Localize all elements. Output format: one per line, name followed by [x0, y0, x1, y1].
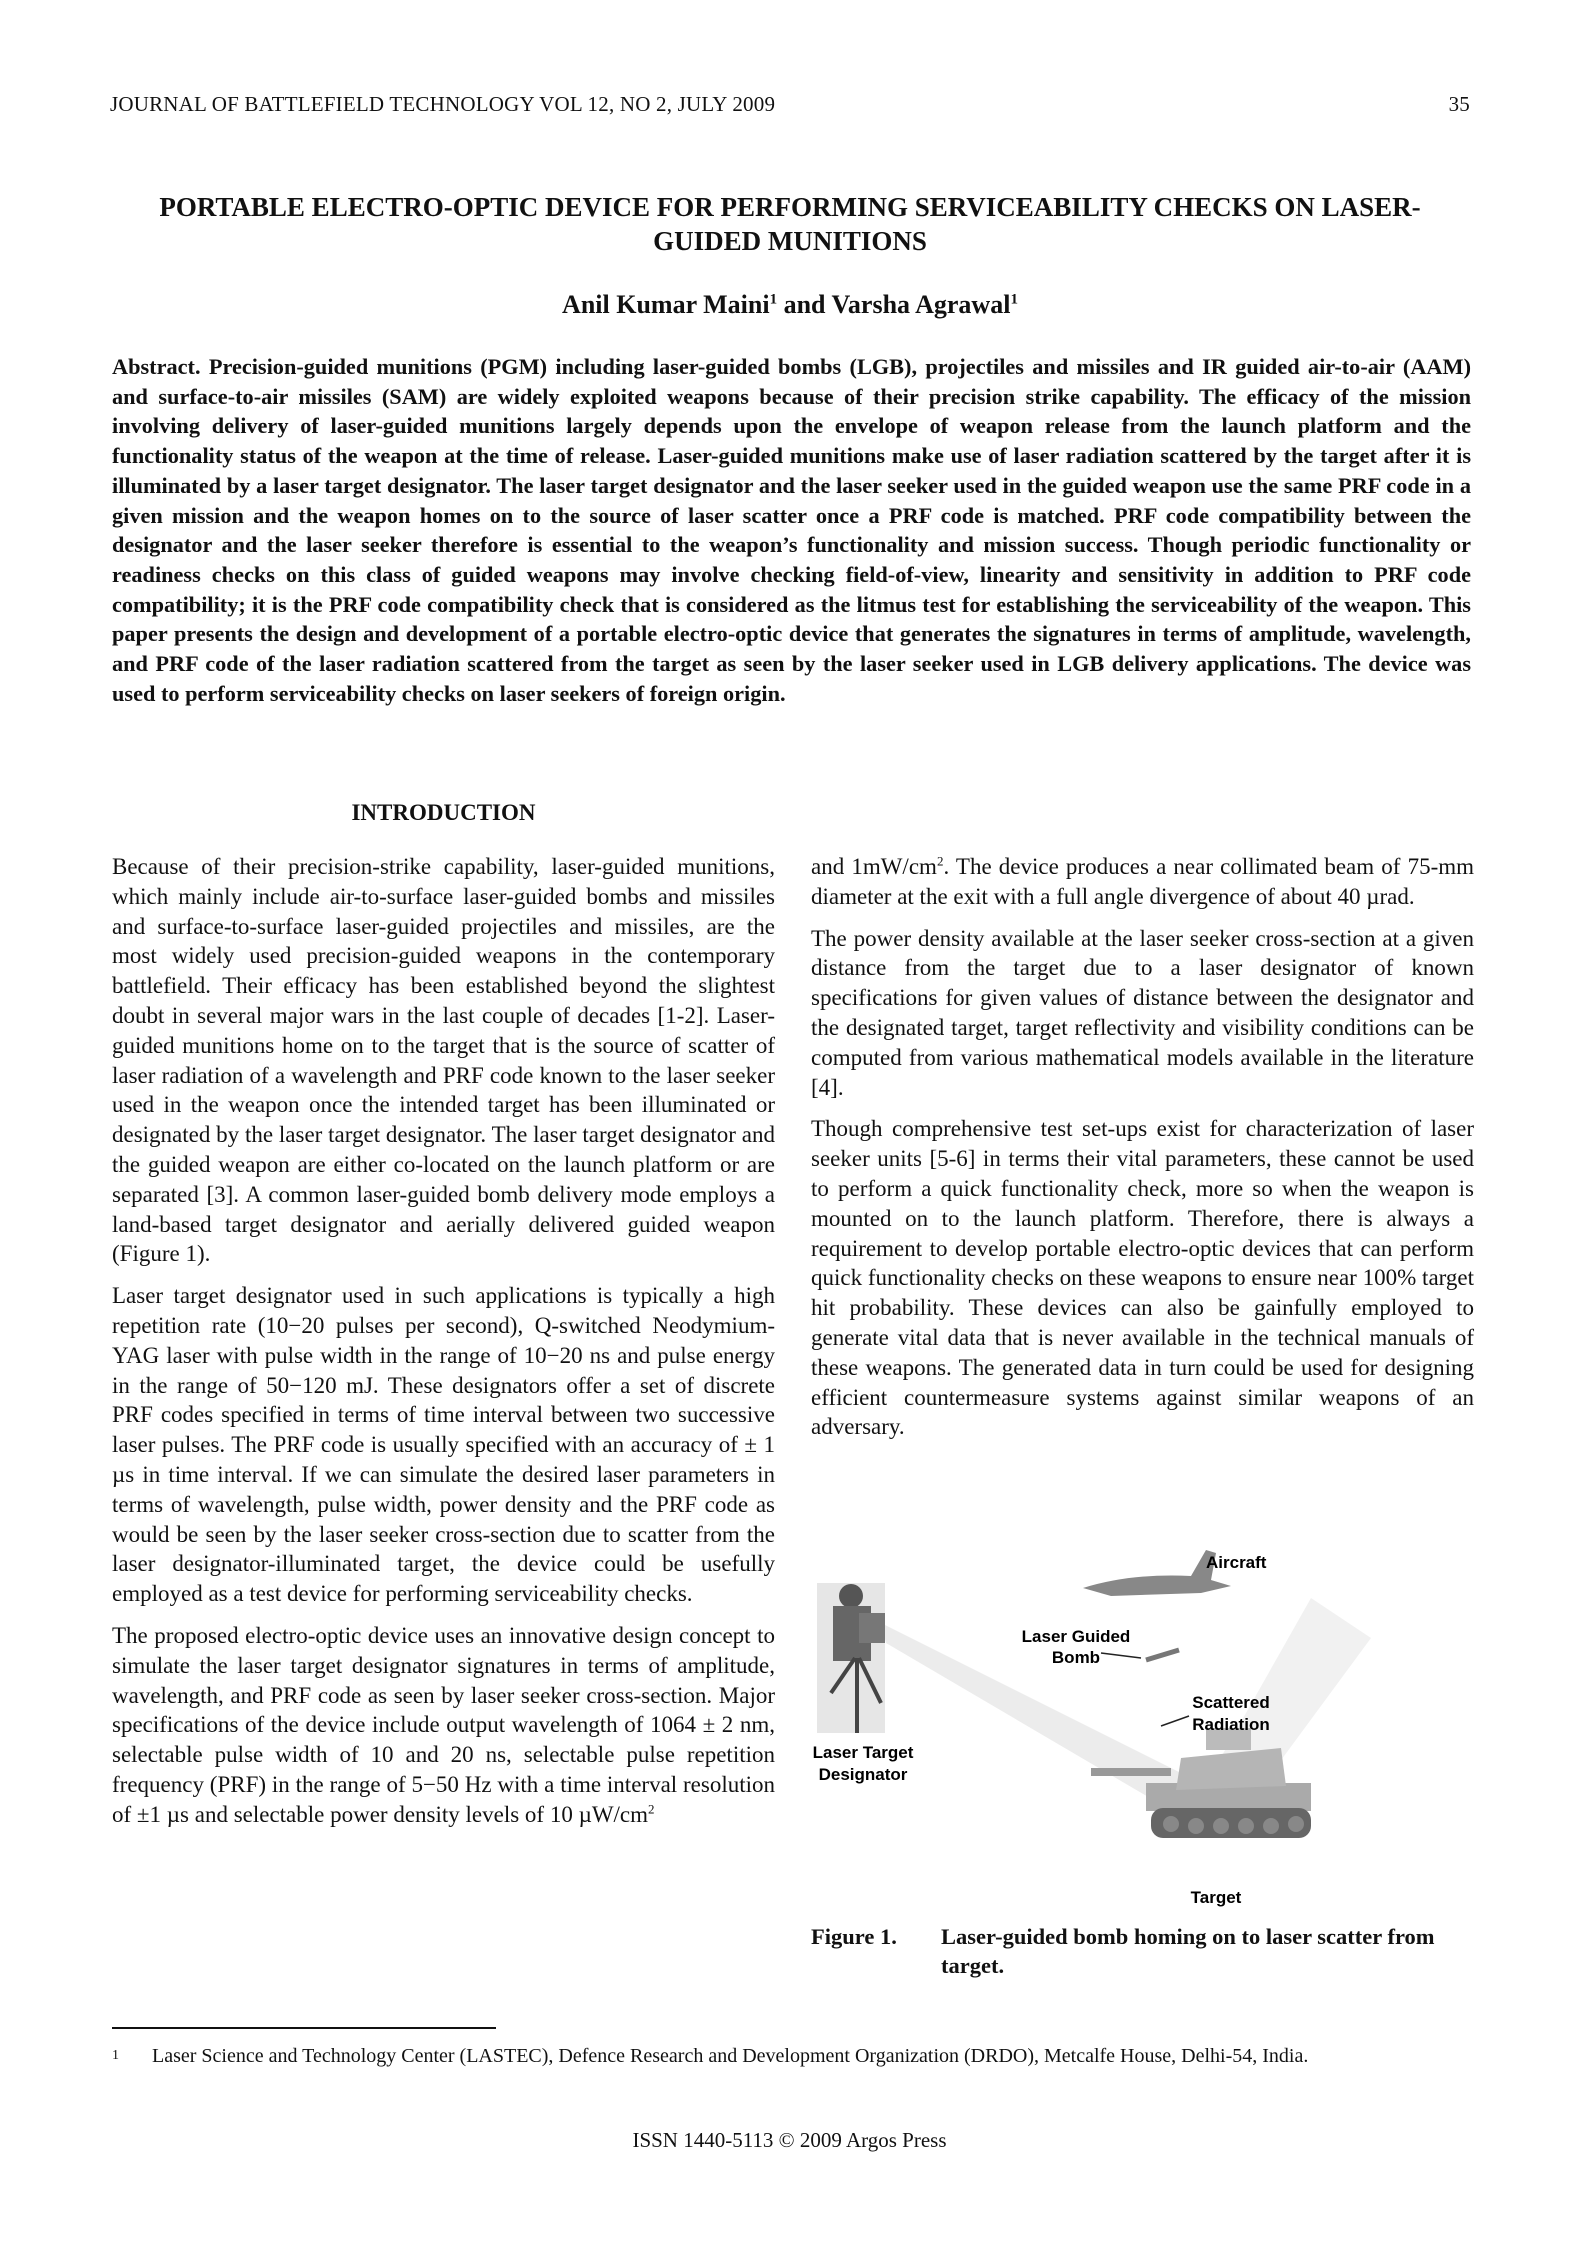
page-number: 35	[1448, 92, 1470, 116]
scatter-arrow	[1161, 1716, 1189, 1726]
label-bomb: Laser Guided	[1021, 1627, 1131, 1646]
caption-label: Figure 1.	[811, 1924, 897, 1949]
superscript: 2	[648, 1801, 655, 1817]
label-scattered-radiation: Radiation	[1192, 1715, 1270, 1734]
author-name: Varsha Agrawal	[831, 290, 1011, 319]
paragraph: Though comprehensive test set-ups exist for characterization of laser seeker units [5-6] in terms their vital parameters, these cannot be used to perform a quick functionality check, more so when the weapon is mounted on to the launch platform. Therefore, there is always a requirement to develop portable electro-optic devices that can perform quick functionality checks on these weapons to ensure near 100% target hit probability. These devices can also be gainfully employed to generate vital data that is never available in the technical manuals of these weapons. The generated data in turn could be used for designing efficient countermeasure systems against similar weapons of an adversary.	[811, 1116, 1474, 1440]
footnote	[112, 2042, 1472, 2070]
paragraph	[112, 1621, 775, 1830]
figure-1	[811, 1528, 1471, 1913]
running-header	[110, 92, 1470, 117]
label-aircraft: Aircraft	[1206, 1553, 1267, 1572]
paper-title: PORTABLE ELECTRO-OPTIC DEVICE FOR PERFORMING SERVICEABILITY CHECKS ON LASER-GUIDED MUNITIONS	[159, 192, 1421, 256]
paragraph: Laser target designator used in such applications is typically a high repetition rate (10−20 pulses per second), Q-switched Neodymium-YAG laser with pulse width in the range of 10−20 ns and pulse energy in the range of 50−120 mJ. These designators offer a set of discrete PRF codes specified in terms of time interval between two successive laser pulses. The PRF code is usually specified with an accuracy of ± 1 µs in time interval. If we can simulate the desired laser parameters in terms of wavelength, pulse width, power density and the PRF code as would be seen by the laser seeker cross-section due to scatter from the laser designator-illuminated target, the device could be usefully employed as a test device for performing serviceability checks.	[112, 1283, 775, 1607]
section-heading-introduction: INTRODUCTION	[351, 800, 536, 825]
bomb-image	[1146, 1650, 1179, 1660]
footnote-number: 1	[112, 2048, 119, 2063]
right-column	[811, 852, 1474, 1454]
paragraph: Because of their precision-strike capability, laser-guided munitions, which mainly include air-to-surface laser-guided bombs and missiles and surface-to-surface laser-guided projectiles and missiles, are the most widely used precision-guided weapons in the contemporary battlefield. Their efficacy has been established beyond the slightest doubt in several major wars in the last couple of decades [1-2]. Laser-guided munitions home on to the target that is the source of scatter of laser radiation of a wavelength and PRF code known to the laser seeker used in the weapon once the intended target has been illuminated or designated by the laser target designator. The laser target designator and the guided weapon are either co-located on the launch platform or are separated [3]. A common laser-guided bomb delivery mode employs a land-based target designator and aerially delivered guided weapon (Figure 1).	[112, 854, 775, 1267]
author-separator: and	[777, 290, 832, 319]
author-name: Anil Kumar Maini	[562, 290, 770, 319]
label-target: Target	[1190, 1888, 1242, 1907]
superscript: 2	[936, 853, 944, 869]
paragraph: The power density available at the laser seeker cross-section at a given distance from the target due to a laser designator of known specifications for given values of distance between the designator and the designated target, target reflectivity and visibility conditions can be computed from various mathematical models available in the literature [4].	[811, 925, 1474, 1100]
label-scattered-radiation: Scattered	[1192, 1693, 1270, 1712]
left-column	[112, 852, 775, 1842]
issn-footer: ISSN 1440-5113 © 2009 Argos Press	[632, 2128, 947, 2152]
label-bomb: Bomb	[1051, 1648, 1101, 1667]
footnote-text: Laser Science and Technology Center (LASTEC), Defence Research and Development Organization (DRDO), Metcalfe House, Delhi-54, India.	[152, 2045, 1309, 2067]
author-affiliation: 1	[1010, 291, 1018, 308]
authors	[110, 290, 1470, 320]
paragraph	[811, 852, 1474, 912]
label-designator: Laser Target	[812, 1743, 914, 1762]
designator-operator-image	[817, 1583, 885, 1733]
figure-caption	[811, 1922, 1471, 1980]
footnote-divider	[112, 2027, 496, 2029]
abstract: Abstract. Precision-guided munitions (PGM) including laser-guided bombs (LGB), projectiles and missiles and IR guided air-to-air (AAM) and surface-to-air missiles (SAM) are widely exploited weapons because of their precision strike capability. The efficacy of the mission involving delivery of laser-guided munitions largely depends upon the envelope of weapon release from the launch platform and the functionality status of the weapon at the time of release. Laser-guided munitions make use of laser radiation scattered by the target after it is illuminated by a laser target designator. The laser target designator and the laser seeker used in the guided weapon use the same PRF code in a given mission and the weapon homes on to the source of laser scatter once a PRF code is matched. PRF code compatibility between the designator and the laser seeker therefore is essential to the weapon’s functionality and mission success. Though periodic functionality or readiness checks on this class of guided weapons may involve checking field-of-view, linearity and sensitivity in addition to PRF code compatibility; it is the PRF code compatibility check that is considered as the litmus test for establishing the serviceability of the weapon. This paper presents the design and development of a portable electro-optic device that generates the signatures in terms of amplitude, wavelength, and PRF code of the laser radiation scattered from the target as seen by the laser seeker used in LGB delivery applications. The device was used to perform serviceability checks on laser seekers of foreign origin.	[112, 354, 1471, 706]
author-affiliation: 1	[769, 291, 778, 308]
bomb-arrow	[1101, 1653, 1141, 1658]
label-designator: Designator	[818, 1765, 908, 1784]
paragraph-text: The proposed electro-optic device uses an innovative design concept to simulate the laser target designator signatures in terms of amplitude, wavelength, and PRF code as seen by laser seeker cross-section. Major specifications of the device include output wavelength of 1064 ± 2 nm, selectable pulse width of 10 and 20 ns, selectable pulse repetition frequency (PRF) in the range of 5−50 Hz with a time interval resolution of ±1 µs and selectable power density levels of 10 µW/cm	[112, 1622, 775, 1827]
journal-name: JOURNAL OF BATTLEFIELD TECHNOLOGY VOL 12, NO 2, JULY 2009	[110, 92, 776, 116]
paragraph-text: . The device produces a near collimated beam of 75-mm diameter at the exit with a full angle divergence of about 40 µrad.	[811, 854, 1475, 909]
caption-text: Laser-guided bomb homing on to laser scatter from target.	[941, 1924, 1435, 1978]
paragraph-text: and 1mW/cm	[811, 854, 937, 879]
